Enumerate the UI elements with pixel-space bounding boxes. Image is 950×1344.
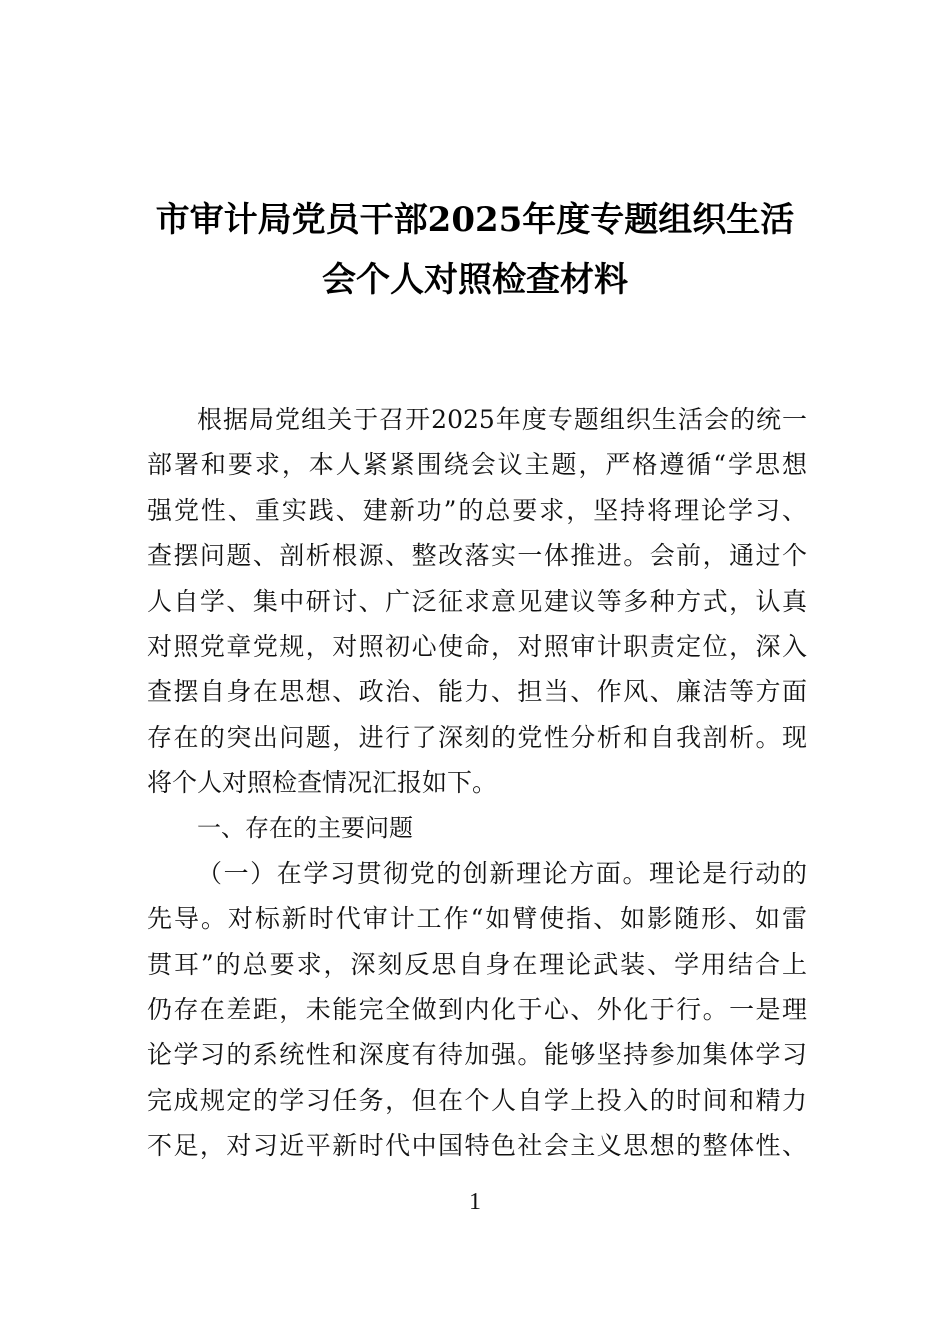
page-number: 1 — [469, 1189, 481, 1215]
paragraph-line: （一）在学习贯彻党的创新理论方面。理论是行动的 — [197, 858, 807, 888]
title-line-2: 会个人对照检查材料 — [322, 260, 628, 300]
paragraph-line: 存在的突出问题，进行了深刻的党性分析和自我剖析。现 — [147, 722, 807, 752]
paragraph-line: 贯耳”的总要求，深刻反思自身在理论武装、学用结合上 — [147, 949, 807, 979]
section-heading: 一、存在的主要问题 — [197, 813, 413, 842]
document-body — [147, 397, 807, 1169]
paragraph-line: 查摆自身在思想、政治、能力、担当、作风、廉洁等方面 — [147, 677, 807, 707]
document-title — [130, 190, 820, 310]
paragraph-line: 完成规定的学习任务，但在个人自学上投入的时间和精力 — [147, 1085, 807, 1115]
paragraph-line: 强党性、重实践、建新功”的总要求，坚持将理论学习、 — [147, 495, 807, 525]
paragraph-line: 部署和要求，本人紧紧围绕会议主题，严格遵循“学思想 — [147, 450, 807, 480]
paragraph-line: 将个人对照检查情况汇报如下。 — [147, 768, 498, 798]
title-line-1: 市审计局党员干部2025年度专题组织生活 — [155, 200, 795, 240]
paragraph-line: 人自学、集中研讨、广泛征求意见建议等多种方式，认真 — [147, 586, 807, 616]
paragraph-line: 仍存在差距，未能完全做到内化于心、外化于行。一是理 — [147, 995, 807, 1025]
sub-section-paragraph — [147, 851, 807, 1169]
paragraph-line: 根据局党组关于召开2025年度专题组织生活会的统一 — [197, 405, 807, 434]
paragraph-line: 先导。对标新时代审计工作“如臂使指、如影随形、如雷 — [147, 904, 807, 934]
paragraph-line: 不足，对习近平新时代中国特色社会主义思想的整体性、 — [147, 1131, 807, 1161]
paragraph-line: 对照党章党规，对照初心使命，对照审计职责定位，深入 — [147, 631, 807, 661]
paragraph-line: 论学习的系统性和深度有待加强。能够坚持参加集体学习 — [147, 1040, 807, 1070]
paragraph-line: 查摆问题、剖析根源、整改落实一体推进。会前，通过个 — [147, 541, 807, 571]
intro-paragraph — [147, 397, 807, 806]
